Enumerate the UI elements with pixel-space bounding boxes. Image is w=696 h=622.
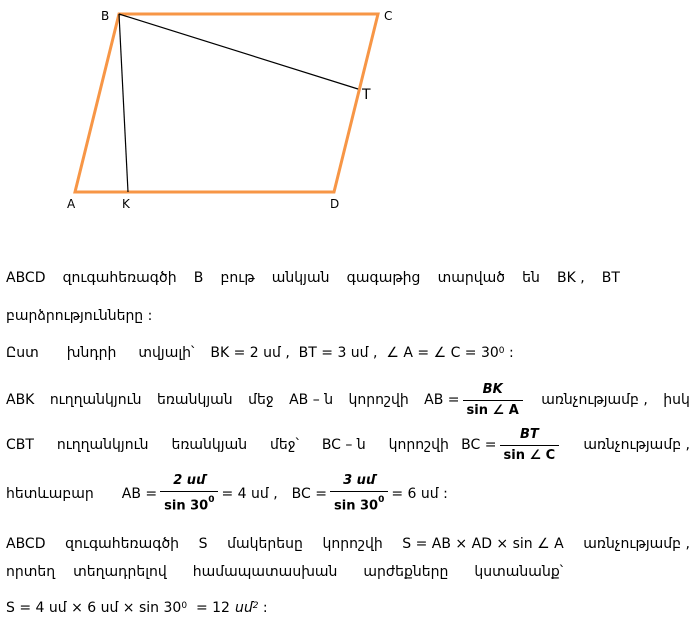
word: ուղղանկյուն (56, 437, 149, 453)
denominator: sin 30 (334, 498, 379, 514)
word: մակերեսը (227, 536, 303, 552)
denominator: sin 30 (164, 498, 209, 514)
formula-AB (424, 381, 526, 420)
result: = 4 սմ , (221, 486, 278, 502)
vertex-label-C: C (384, 9, 393, 23)
text-line-6 (6, 472, 690, 516)
word: BK , (556, 270, 585, 286)
word: խնդրի (66, 345, 117, 361)
word: եռանկյան (156, 392, 233, 408)
word: զուգահեռագծի (65, 536, 180, 552)
square-sup: 2 (252, 601, 259, 611)
area-result: = 12 (187, 600, 230, 616)
text-line-3 (6, 344, 690, 362)
word: տեղադրելով (73, 564, 167, 580)
word: : (258, 600, 268, 616)
formula-lhs: AB = (424, 392, 460, 408)
formula-lhs: AB = (121, 486, 158, 502)
word: գագաթից (346, 270, 421, 286)
word: կորոշվի (322, 536, 383, 552)
word: առնչությամբ , (583, 437, 690, 453)
word: առնչությամբ , (583, 536, 690, 552)
word: առնչությամբ , (541, 392, 648, 408)
fraction (500, 426, 560, 465)
text-line-4 (6, 380, 690, 420)
text-line-5 (6, 425, 690, 465)
fraction (160, 472, 218, 515)
word: իսկ (663, 392, 690, 408)
denominator: sin ∠ A (463, 400, 523, 420)
height-BK (119, 14, 128, 192)
text-line-7 (6, 535, 690, 553)
unit: սմ (234, 600, 253, 616)
word: CBT (6, 437, 34, 453)
text-line-2 (6, 307, 690, 325)
word: տվյալի՝ (138, 345, 195, 361)
word: բութ (220, 270, 255, 286)
height-BT (119, 14, 358, 89)
degree-sup: 0 (378, 495, 385, 506)
word: կորոշվի (388, 437, 449, 453)
denominator: sin ∠ C (500, 445, 560, 465)
word: համապատասխան (192, 564, 338, 580)
vertex-label-B: B (101, 9, 110, 23)
word: որտեղ (6, 564, 56, 580)
word: : (504, 345, 514, 361)
word: B (193, 270, 204, 286)
word: AB – ն (289, 392, 334, 408)
word: ուղղանկյուն (49, 392, 142, 408)
parallelogram-figure (0, 0, 696, 230)
word: հետևաբար (6, 486, 94, 502)
vertex-label-D: D (330, 197, 340, 211)
fraction (463, 381, 523, 420)
formula-lhs: BC = (461, 437, 497, 453)
word: BC – ն (321, 437, 366, 453)
text-line-8 (6, 563, 690, 581)
word: ABK (6, 392, 35, 408)
numerator: BT (519, 426, 539, 442)
word: մեջ՝ (270, 437, 299, 453)
word: զուգահեռագծի (62, 270, 177, 286)
numerator: BK (482, 381, 503, 397)
word: կստանանք՝ (474, 564, 564, 580)
text-line-1 (6, 269, 690, 287)
degree-sup: 0 (208, 495, 215, 506)
fraction (330, 472, 388, 515)
word: BT (601, 270, 620, 286)
numerator: 3 սմ (343, 473, 376, 489)
word: ABCD (6, 536, 46, 552)
word: ABCD (6, 270, 46, 286)
given-values: BK = 2 սմ , BT = 3 սմ , ∠ A = ∠ C = 30 (210, 345, 499, 361)
numerator: 2 սմ (173, 473, 206, 489)
point-label-K: K (122, 197, 130, 211)
degree-sup: 0 (181, 601, 188, 611)
point-label-T: T (362, 87, 371, 103)
word: Ըստ (6, 345, 39, 361)
word: անկյան (271, 270, 330, 286)
text-line-9 (6, 599, 690, 617)
area-computation: S = 4 սմ × 6 սմ × sin 30 (6, 600, 182, 616)
word: մեջ (248, 392, 274, 408)
word: S (198, 536, 208, 552)
area-formula: S = AB × AD × sin ∠ A (402, 536, 564, 552)
word: են (522, 270, 540, 286)
word: արժեքները (363, 564, 449, 580)
word: բարձրությունները : (6, 308, 153, 324)
word: եռանկյան (171, 437, 248, 453)
vertex-label-A: A (67, 197, 76, 211)
degree-sup: 0 (498, 346, 505, 356)
formula-lhs: BC = (291, 486, 327, 502)
result: = 6 սմ : (391, 486, 448, 502)
word: տարված (437, 270, 505, 286)
word: կորոշվի (348, 392, 409, 408)
